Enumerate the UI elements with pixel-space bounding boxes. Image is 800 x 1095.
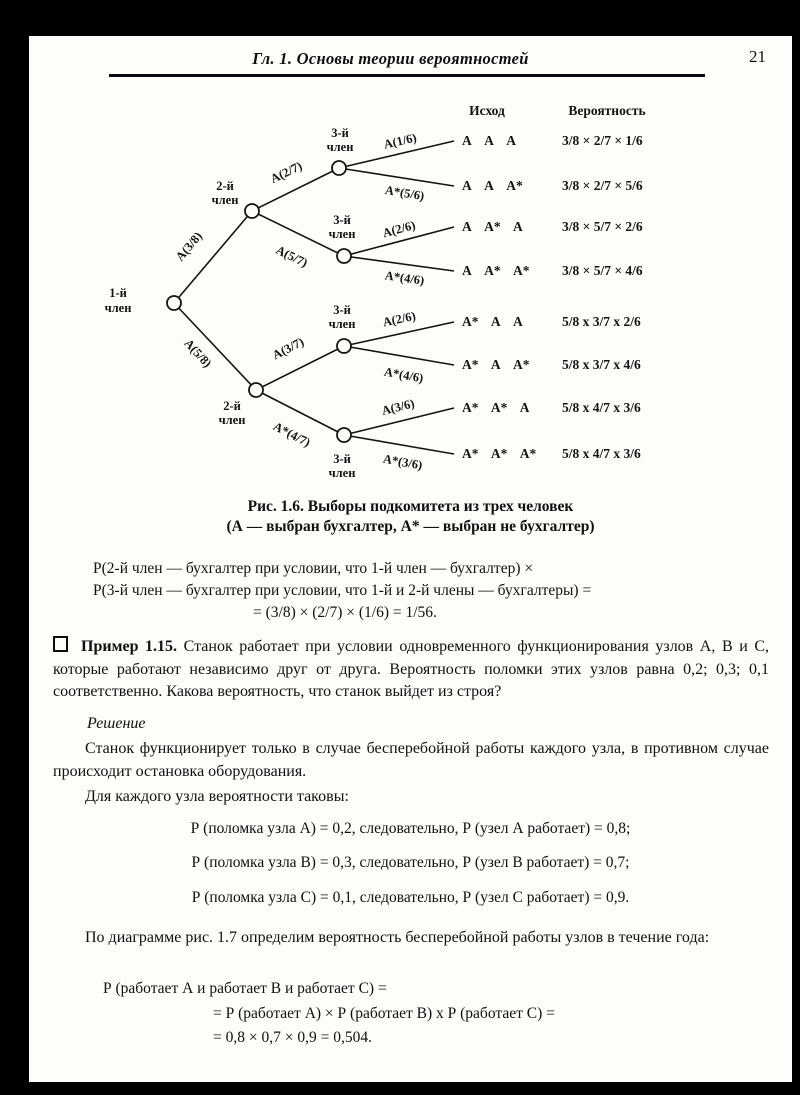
- tree-column-header-probability: Вероятность: [568, 103, 646, 118]
- tree-probability: 3/8 × 5/7 × 4/6: [562, 263, 643, 278]
- tree-member-label: член: [328, 227, 356, 241]
- tree-branch-label: А(2/6): [381, 308, 417, 330]
- derivation-block: [93, 558, 761, 624]
- figure-caption-title: Рис. 1.6. Выборы подкомитета из трех человек: [247, 498, 574, 515]
- solution-paragraph-3: По диаграмме рис. 1.7 определим вероятность бесперебойной работы узлов в течение года:: [85, 929, 710, 946]
- tree-member-label: член: [328, 317, 356, 331]
- tree-member-label: 1-й: [109, 286, 127, 300]
- tree-column-header-outcome: Исход: [469, 103, 505, 118]
- tree-branch-line: [344, 435, 454, 454]
- tree-branch-label: А*(4/6): [383, 268, 426, 288]
- tree-branch-label: А(3/7): [270, 334, 307, 363]
- tree-branch-label: А(3/6): [380, 396, 416, 418]
- tree-node: [337, 249, 351, 263]
- tree-branch-line: [256, 346, 344, 390]
- example-label: Пример 1.15.: [81, 638, 178, 655]
- tree-branch-label: А(5/7): [273, 242, 310, 271]
- tree-branch-label: А*(3/6): [381, 451, 424, 473]
- tree-probability: 5/8 x 4/7 x 3/6: [562, 400, 641, 415]
- tree-outcome: А* А* А: [462, 400, 530, 415]
- solution-paragraph-1: Станок функционирует только в случае бесперебойной работы каждого узла, в противном случае происходит остановка оборудования.: [53, 740, 769, 780]
- probability-equation: Р (поломка узла В) = 0,3, следовательно, Р (узел В работает) = 0,7;: [191, 854, 630, 871]
- probability-equation: Р (поломка узла С) = 0,1, следовательно, Р (узел С работает) = 0,9.: [191, 889, 630, 906]
- tree-probability: 3/8 × 5/7 × 2/6: [562, 219, 643, 234]
- tree-outcome: А А* А*: [462, 263, 530, 278]
- page-number: 21: [749, 47, 766, 66]
- tree-nodes: [167, 158, 351, 442]
- final-calculation-line: Р (работает А и работает В и работает С) =: [103, 980, 387, 997]
- tree-member-label: член: [326, 140, 354, 154]
- tree-probability: 5/8 x 3/7 x 2/6: [562, 314, 641, 329]
- tree-branch-label: А(1/6): [382, 130, 418, 152]
- tree-branch-label: А*(5/6): [383, 183, 426, 204]
- tree-branch-line: [344, 256, 454, 271]
- tree-member-label: член: [218, 413, 246, 427]
- tree-outcome: А А* А: [462, 219, 523, 234]
- tree-node: [245, 204, 259, 218]
- solution-paragraph-2: Для каждого узла вероятности таковы:: [85, 788, 349, 805]
- tree-branch-line: [256, 390, 344, 435]
- page: [29, 36, 792, 1082]
- tree-member-label: 2-й: [223, 399, 241, 413]
- tree-member-label: 3-й: [333, 452, 351, 466]
- example-paragraph: [53, 636, 769, 704]
- final-calculation-line: = Р (работает А) × Р (работает В) х Р (работает С) =: [213, 1005, 555, 1022]
- tree-branch-label: А(3/8): [172, 229, 206, 264]
- tree-probability: 3/8 × 2/7 × 5/6: [562, 178, 643, 193]
- tree-node: [249, 383, 263, 397]
- tree-outcome: А А А: [462, 133, 516, 148]
- tree-member-label: член: [104, 301, 132, 315]
- derivation-result: = (3/8) × (2/7) × (1/6) = 1/56.: [253, 604, 437, 621]
- tree-outcome: А* А* А*: [462, 446, 537, 461]
- tree-branch-label: А(2/6): [381, 218, 417, 241]
- figure-caption: [29, 497, 792, 537]
- tree-probability: 5/8 x 3/7 x 4/6: [562, 357, 641, 372]
- tree-outcome: А А А*: [462, 178, 523, 193]
- tree-probability: 5/8 x 4/7 x 3/6: [562, 446, 641, 461]
- tree-branch-label: А(2/7): [268, 158, 305, 187]
- probability-tree-figure: [29, 94, 792, 509]
- final-calculation-line: = 0,8 × 0,7 × 0,9 = 0,504.: [213, 1029, 372, 1046]
- derivation-line: Р(2-й член — бухгалтер при условии, что 1-й член — бухгалтер) ×: [93, 560, 534, 577]
- tree-member-label: 2-й: [216, 179, 234, 193]
- figure-caption-subtitle: (А — выбран бухгалтер, А* — выбран не бухгалтер): [226, 518, 595, 535]
- tree-branch-line: [339, 168, 454, 186]
- tree-outcome: А* А А*: [462, 357, 530, 372]
- tree-member-label: член: [328, 466, 356, 480]
- tree-branch-label: А(5/8): [181, 336, 215, 371]
- derivation-line: Р(3-й член — бухгалтер при условии, что 1-й и 2-й члены — бухгалтеры) =: [93, 582, 592, 599]
- tree-branch-label: А*(4/7): [271, 419, 313, 450]
- tree-probability: 3/8 × 2/7 × 1/6: [562, 133, 643, 148]
- chapter-heading: Гл. 1. Основы теории вероятностей: [252, 49, 529, 68]
- tree-member-label: 3-й: [333, 213, 351, 227]
- example-bullet-icon: [53, 636, 68, 652]
- tree-member-label: 3-й: [333, 303, 351, 317]
- tree-member-label: 3-й: [331, 126, 349, 140]
- tree-outcome: А* А А: [462, 314, 523, 329]
- tree-branch-label: А*(4/6): [382, 364, 425, 386]
- tree-member-label: член: [211, 193, 239, 207]
- tree-node: [332, 161, 346, 175]
- probability-equation: Р (поломка узла А) = 0,2, следовательно, Р (узел А работает) = 0,8;: [190, 820, 631, 837]
- tree-branch-line: [344, 346, 454, 365]
- header-rule: [109, 74, 705, 77]
- tree-node: [167, 296, 181, 310]
- tree-node: [337, 339, 351, 353]
- example-body: Станок работает при условии одновременного функционирования узлов А, В и С, которые работают независимо друг от друга. Вероятность поломки этих узлов равна 0,2; 0,3; 0,1 соответственно. Какова вероятность, что станок выйдет из строя?: [53, 638, 770, 700]
- tree-node: [337, 428, 351, 442]
- solution-heading: Решение: [87, 715, 146, 732]
